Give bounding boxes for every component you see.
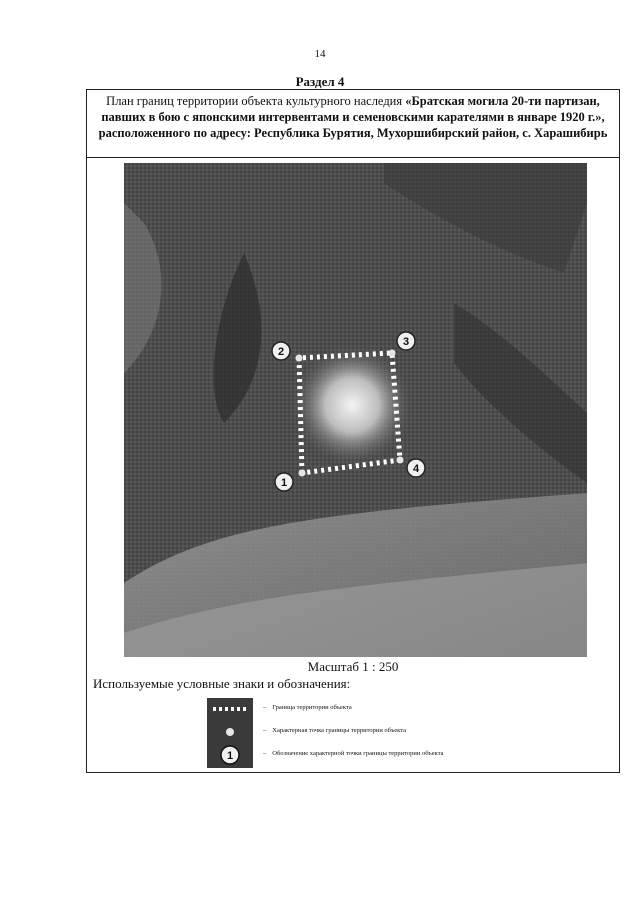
legend-item-boundary: – Граница территории объекта bbox=[263, 704, 352, 711]
plan-title bbox=[87, 90, 619, 158]
numbered-point-icon bbox=[221, 746, 239, 764]
map-scale: Масштаб 1 : 250 bbox=[307, 659, 399, 674]
point-label-2 bbox=[272, 342, 290, 360]
characteristic-point-4 bbox=[397, 457, 404, 464]
characteristic-point-icon bbox=[226, 728, 234, 736]
page-number: 14 bbox=[314, 48, 326, 60]
point-label-1 bbox=[275, 473, 293, 491]
svg-text:4: 4 bbox=[412, 463, 420, 475]
aerial-map-image bbox=[124, 163, 587, 657]
characteristic-point-2 bbox=[296, 355, 303, 362]
legend-item-label: Граница территории объекта bbox=[272, 704, 352, 711]
point-label-3 bbox=[397, 332, 415, 350]
legend-item-characteristic-point: – Характерная точка границы территории объекта bbox=[263, 727, 406, 734]
svg-text:2: 2 bbox=[277, 346, 285, 358]
svg-text:1: 1 bbox=[280, 477, 288, 489]
legend-icons bbox=[207, 698, 253, 768]
svg-text:1: 1 bbox=[226, 750, 234, 762]
plan-title-prefix: План границ территории объекта культурного наследия bbox=[106, 94, 406, 108]
characteristic-point-1 bbox=[299, 470, 306, 477]
plan-title-object-name: «Братская могила 20-ти партизан, павших в бою с японскими интервентами и семеновскими карателями в январе 1920 г.», расположенного по адресу: Республика Бурятия, Мухоршибирский район, с. Харашибирь bbox=[98, 94, 608, 140]
legend-item-label: Обозначение характерной точки границы территории объекта bbox=[272, 750, 444, 757]
legend-item-label: Характерная точка границы территории объекта bbox=[272, 727, 406, 734]
plan-frame bbox=[86, 89, 620, 773]
point-label-4 bbox=[407, 459, 425, 477]
legend-caption: Используемые условные знаки и обозначения: bbox=[93, 676, 351, 691]
legend-item-numbered-point: – Обозначение характерной точки границы территории объекта bbox=[263, 750, 444, 757]
characteristic-point-3 bbox=[389, 350, 396, 357]
section-title: Раздел 4 bbox=[295, 74, 345, 89]
aerial-map bbox=[124, 163, 587, 657]
svg-text:3: 3 bbox=[402, 336, 410, 348]
